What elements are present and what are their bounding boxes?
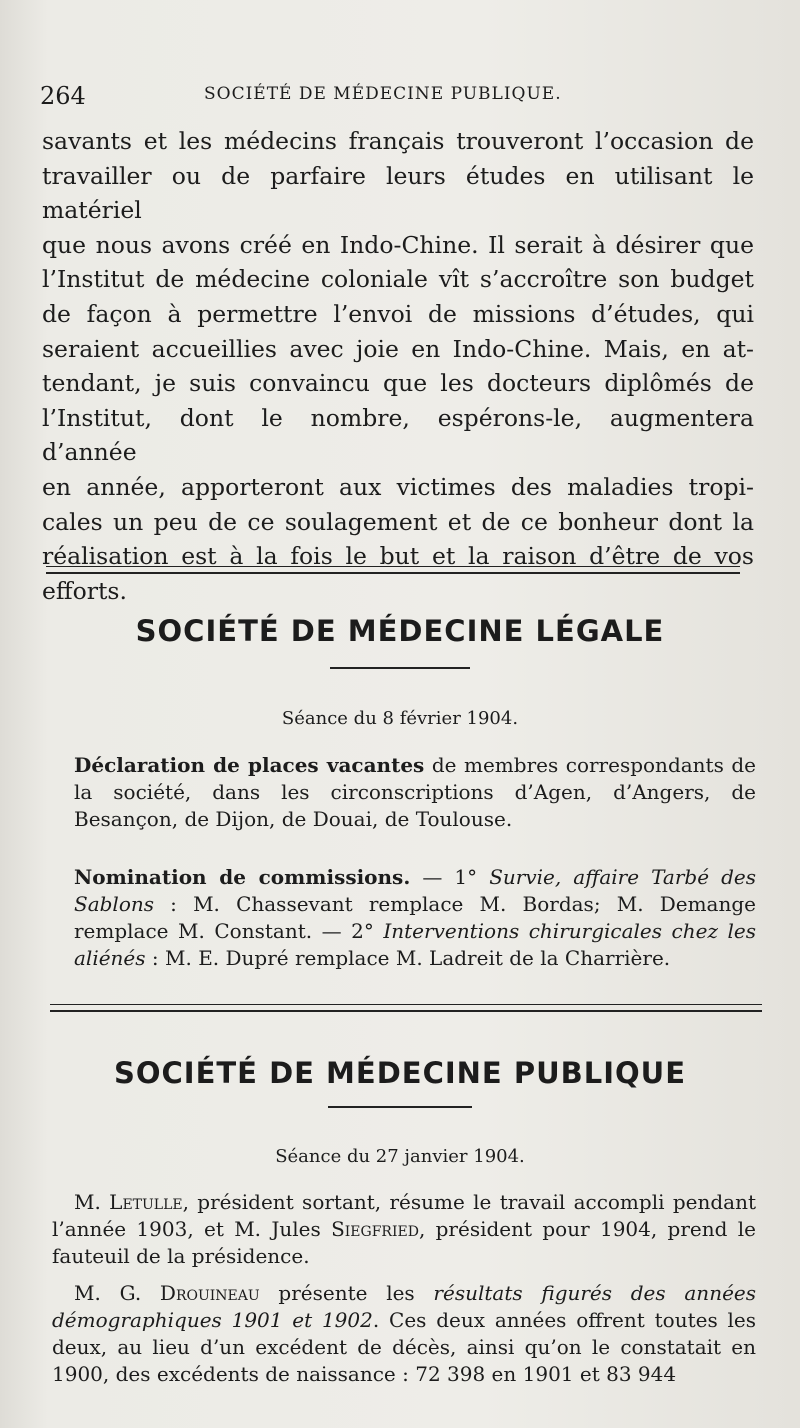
text-line: l’Institut, dont le nombre, espérons-le, augmentera d’année [42,403,754,467]
intro-paragraph [42,124,754,608]
publique-paragraph-1 [52,1189,756,1270]
text-line: réalisation est à la fois le but et la raison d’être de vos [42,542,754,571]
section-title-legale: SOCIÉTÉ DE MÉDECINE LÉGALE [135,614,665,648]
text-line: savants et les médecins français trouveront l’occasion de [42,127,754,155]
text-line: que nous avons créé en Indo-Chine. Il serait à désirer que [42,230,754,259]
section-divider [46,566,740,574]
text-run: présente les [259,1281,434,1305]
text-run: M. G. [74,1281,160,1305]
seance-date-legale: Séance du 8 février 1904. [281,708,519,729]
page-number: 264 [40,82,86,110]
page-header [40,76,760,116]
nomination-text-2: : M. Chassevant remplace M. Bordas; M. Demange remplace M. Constant. — 2° [74,892,756,943]
text-line: travailler ou de parfaire leurs études en utilisant le matériel [42,161,754,225]
text-run: M. [74,1190,110,1214]
text-run: , président pour 1904, prend le fauteuil de la présidence. [52,1217,756,1268]
text-line: seraient accueillies avec joie en Indo-Chine. Mais, en at- [42,334,754,363]
text-run: . Ces deux années offrent toutes les deux, au lieu d’un excédent de décès, ainsi qu’on le constatait en 1900, des excédents de naissance : 72 398 en 1901 et 83 944 [52,1308,757,1386]
nomination-case-1: Survie, affaire Tarbé des Sablons [74,865,756,916]
work-title: résultats figurés des années démographiques 1901 et 1902 [52,1281,757,1332]
text-run: , président sortant, résume le travail accompli pendant l’année 1903, et M. Jules [52,1190,756,1241]
seance-date-publique: Séance du 27 janvier 1904. [275,1146,525,1167]
running-title: SOCIÉTÉ DE MÉDECINE PUBLIQUE. [204,84,562,104]
publique-paragraph-2 [52,1280,756,1388]
person-name: Siegfried [331,1217,419,1241]
declaration-text: de membres correspondants de la société, dans les circonscriptions d’Agen, d’Angers, de Besançon, de Dijon, de Douai, de Toulouse. [74,753,757,831]
title-underline [330,667,470,669]
legale-declaration [74,752,756,833]
nomination-heading: Nomination de commissions. [74,865,411,889]
person-name: Drouineau [159,1281,260,1305]
section-divider [50,1004,762,1012]
text-line: de façon à permettre l’envoi de missions d’études, qui [42,299,754,328]
text-line: cales un peu de ce soulagement et de ce bonheur dont la [42,507,754,536]
person-name: Letulle [109,1190,183,1214]
text-line: tendant, je suis convaincu que les docteurs diplômés de [42,369,754,398]
declaration-heading: Déclaration de places vacantes [74,753,425,777]
title-underline [328,1106,472,1108]
legale-nomination [74,864,756,972]
text-line: l’Institut de médecine coloniale vît s’accroître son budget [42,265,754,294]
text-line: efforts. [42,576,127,605]
text-line: en année, apporteront aux victimes des maladies tropi- [42,472,754,501]
nomination-case-2: Interventions chirurgicales chez les aliénés [74,919,756,970]
nomination-text-1: — 1° [410,865,490,889]
nomination-text-3: : M. E. Dupré remplace M. Ladreit de la Charrière. [145,946,671,970]
section-title-publique: SOCIÉTÉ DE MÉDECINE PUBLIQUE [113,1056,687,1090]
